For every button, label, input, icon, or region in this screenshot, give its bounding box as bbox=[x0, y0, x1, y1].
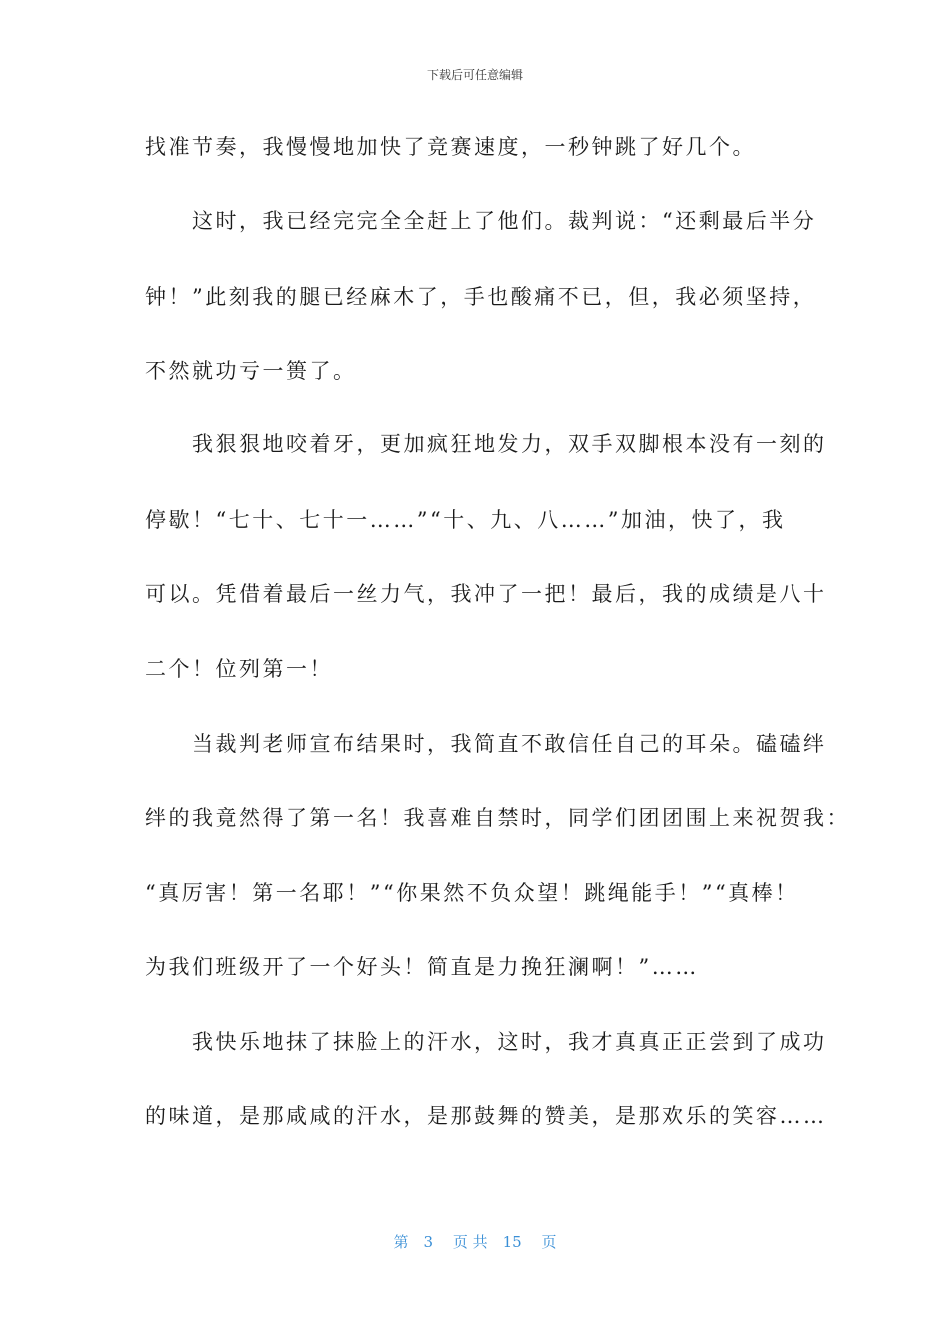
body-line: “真厉害！第一名耶！”“你果然不负众望！跳绳能手！”“真棒！ bbox=[145, 881, 799, 905]
body-line: 的味道，是那咸咸的汗水，是那鼓舞的赞美，是那欢乐的笑容…… bbox=[145, 1104, 827, 1128]
body-line: 不然就功亏一篑了。 bbox=[145, 359, 357, 383]
body-line: 二个！位列第一！ bbox=[145, 657, 333, 681]
body-line: 这时，我已经完完全全赶上了他们。裁判说：“还剩最后半分 bbox=[145, 209, 817, 233]
body-line: 当裁判老师宣布结果时，我简直不敢信任自己的耳朵。磕磕绊 bbox=[145, 732, 827, 756]
body-line: 我快乐地抹了抹脸上的汗水，这时，我才真真正正尝到了成功 bbox=[145, 1030, 827, 1054]
body-line: 绊的我竟然得了第一名！我喜难自禁时，同学们团团围上来祝贺我： bbox=[145, 806, 850, 830]
body-line: 可以。凭借着最后一丝力气，我冲了一把！最后，我的成绩是八十 bbox=[145, 582, 827, 606]
body-line: 钟！”此刻我的腿已经麻木了，手也酸痛不已，但，我必须坚持， bbox=[145, 285, 817, 309]
body-line: 为我们班级开了一个好头！简直是力挽狂澜啊！”…… bbox=[145, 955, 699, 979]
page-header: 下载后可任意编辑 bbox=[426, 68, 523, 82]
body-line: 我狠狠地咬着牙，更加疯狂地发力，双手双脚根本没有一刻的 bbox=[145, 432, 827, 456]
body-line: 停歇！“七十、七十一……”“十、九、八……”加油，快了，我 bbox=[145, 508, 786, 532]
page-number-footer: 第 3 页 共 15 页 bbox=[393, 1233, 557, 1251]
body-line: 找准节奏，我慢慢地加快了竞赛速度，一秒钟跳了好几个。 bbox=[145, 135, 756, 159]
